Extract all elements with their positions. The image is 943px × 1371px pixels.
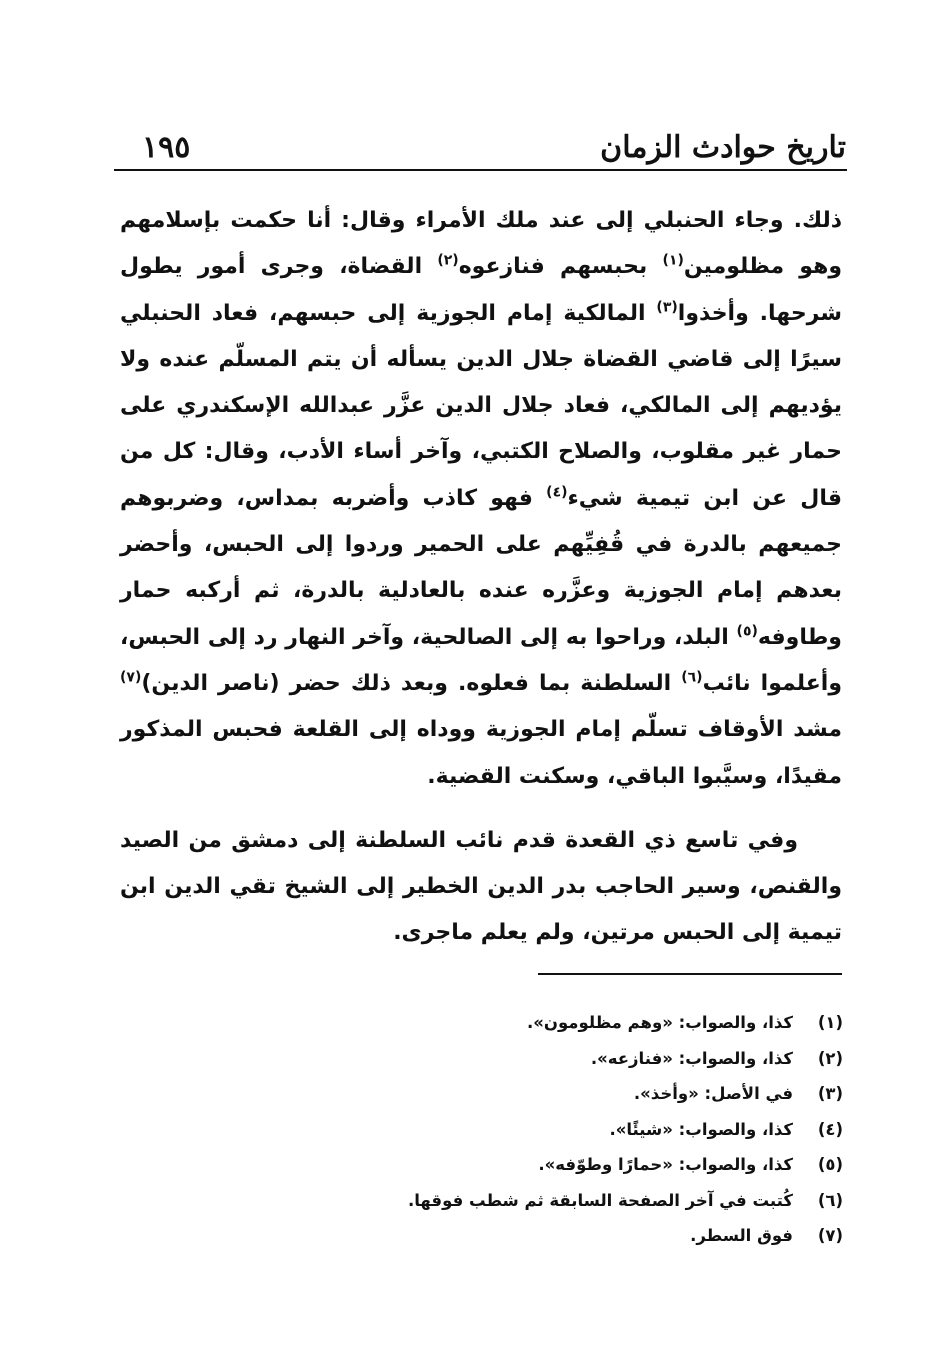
page-number: ١٩٥ bbox=[142, 130, 191, 165]
text-run: السلطنة بما فعلوه. وبعد ذلك حضر (ناصر الدين) bbox=[141, 670, 682, 696]
page-header bbox=[118, 126, 846, 168]
footnote-text: كذا، والصواب: «حمارًا وطوّفه». bbox=[538, 1155, 793, 1174]
text-run: فهو كاذب وأضربه بمداس، وضربوهم جميعهم بالدرة في قُفِيِّهم على الحمير وردوا إلى الحبس، وأحضر بعدهم إمام الجوزية وعزَّره عنده بالعادلية بالدرة، ثم أركبه حمار وطاوفه bbox=[120, 485, 842, 650]
footnote-item bbox=[403, 1183, 843, 1219]
footnote-text: فوق السطر. bbox=[690, 1226, 793, 1245]
footnote-text: كُتبت في آخر الصفحة السابقة ثم شطب فوقها. bbox=[407, 1190, 793, 1210]
footnote-item bbox=[403, 1005, 843, 1041]
footnote-number: (٥) bbox=[817, 1155, 843, 1174]
text-run: القضاة، وجرى أمور يطول شرحها. وأخذوا bbox=[120, 254, 842, 326]
footnote-ref-1: (١) bbox=[662, 252, 684, 269]
text-run: مشد الأوقاف تسلّم إمام الجوزية ووداه إلى القلعة فحبس المذكور مقيدًا، وسيَّبوا الباقي، وسكنت القضية. bbox=[120, 717, 842, 789]
paragraph-2: وفي تاسع ذي القعدة قدم نائب السلطنة إلى دمشق من الصيد والقنص، وسير الحاجب بدر الدين الخطير إلى الشيخ تقي الدين ابن تيمية إلى الحبس مرتين، ولم يعلم ماجرى. bbox=[120, 827, 842, 946]
footnote-number: (١) bbox=[817, 1013, 843, 1032]
text-run: المالكية إمام الجوزية إلى حبسهم، فعاد الحنبلي سيرًا إلى قاضي القضاة جلال الدين يسأله أن يتم المسلّم عنده ولا يؤديهم إلى المالكي، فعاد جلال الدين عزَّر عبدالله الإسكندري على حمار غير مقلوب، والصلاح الكتبي، وآخر أساء الأدب، وقال: كل من قال عن ابن تيمية شيء bbox=[120, 300, 842, 511]
footnote-number: (٣) bbox=[817, 1084, 843, 1103]
footnote-ref-3: (٣) bbox=[656, 299, 678, 316]
footnote-item bbox=[403, 1112, 843, 1148]
footnote-number: (٢) bbox=[817, 1048, 843, 1068]
main-text bbox=[120, 198, 842, 957]
footnote-text: في الأصل: «وأخذ». bbox=[633, 1084, 793, 1103]
footnote-separator bbox=[538, 973, 842, 975]
footnote-ref-5: (٥) bbox=[736, 623, 758, 640]
footnote-text: كذا، والصواب: «وهم مظلومون». bbox=[526, 1013, 793, 1032]
footnote-ref-7: (٧) bbox=[120, 669, 142, 686]
footnote-text: كذا، والصواب: «شيئًا». bbox=[609, 1119, 793, 1139]
footnote-ref-2: (٢) bbox=[437, 252, 459, 269]
header-rule bbox=[114, 169, 847, 171]
footnote-item bbox=[403, 1218, 843, 1254]
footnote-item bbox=[403, 1041, 843, 1077]
footnote-text: كذا، والصواب: «فنازعه». bbox=[590, 1048, 793, 1068]
footnote-number: (٤) bbox=[817, 1119, 843, 1139]
footnote-ref-4: (٤) bbox=[546, 484, 568, 501]
footnote-item bbox=[403, 1147, 843, 1183]
paragraph-1 bbox=[120, 198, 842, 800]
footnote-item bbox=[403, 1076, 843, 1112]
footnote-ref-6: (٦) bbox=[681, 669, 703, 686]
text-run: ذلك. وجاء الحنبلي إلى عند ملك الأمراء وقال: أنا حكمت بإسلامهم وهو مظلومين bbox=[120, 208, 842, 280]
text-run: بحبسهم فنازعوه bbox=[458, 254, 663, 280]
footnote-number: (٦) bbox=[817, 1190, 843, 1210]
footnotes-list bbox=[403, 1005, 843, 1254]
footnote-number: (٧) bbox=[817, 1226, 843, 1245]
running-title: تاريخ حوادث الزمان bbox=[600, 130, 846, 165]
text-run: البلد، وراحوا به إلى الصالحية، وآخر النهار رد إلى الحبس، وأعلموا نائب bbox=[120, 624, 842, 696]
